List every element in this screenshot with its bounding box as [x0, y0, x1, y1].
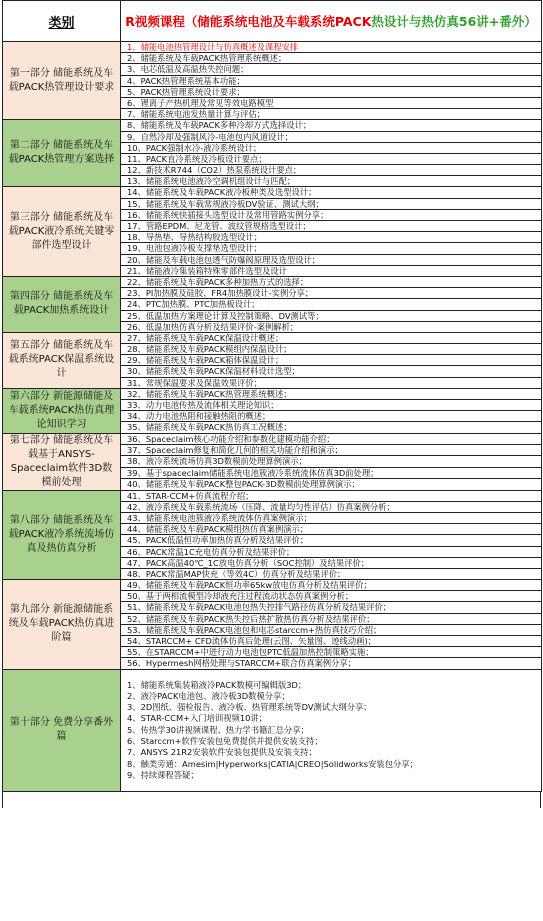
section-row [3, 490, 542, 580]
lesson-item: 16、储能系统快插接头选型设计及常用管路实例分享； [121, 210, 541, 221]
section-title: 第六部分 新能源储能及车载系统PACK热仿真理论知识学习 [3, 388, 121, 433]
section-row [3, 42, 542, 120]
lesson-item: 48、PACK常温MAP快充（等效4C）仿真分析及结果评价； [127, 568, 346, 579]
lesson-item: 50、基于两相流模型冷却液充注过程流动状态仿真案例分析； [121, 591, 541, 602]
lesson-item: 23、PI加热膜及硅胶、FR4加热膜设计-实例分享； [121, 288, 541, 299]
section-row [3, 187, 542, 277]
section-title: 第四部分 储能系统及车载PACK加热系统设计 [3, 276, 121, 332]
section-title: 第三部分 储能系统及车载PACK液冷系统关键零部件选型设计 [3, 187, 121, 277]
lesson-item: 54、STARCCM+ CFD流体仿真后处理(云图、矢量图、迹线动画)； [121, 636, 541, 647]
lesson-item: 4、PACK热管理系统基本功能； [121, 76, 541, 87]
course-title [121, 1, 542, 42]
lesson-item: 34、动力电池热阻和接触热阻的概述； [121, 411, 541, 422]
lesson-item: 55、在STARCCM+中进行动力电池包PTC低温加热控制策略实施； [121, 647, 541, 658]
lesson-item: 30、储能系统及车载PACK保温材料设计选型； [121, 366, 541, 377]
lesson-item: 3、2D图纸、强检报告、液冷板、热管理系统等DV测试大纲分享； [127, 702, 372, 713]
lesson-item: 41、STAR-CCM+仿真流程介绍； [121, 491, 541, 502]
lesson-item: 44、储能系统及车载PACK模组热仿真案例演示； [121, 524, 541, 535]
lesson-item: 39、基于spaceclaim储能系统电池簇液冷系统流体仿真3D前处理； [121, 468, 541, 479]
lesson-item: 20、储能及车载电池包透气防爆阀原理及选型设计； [121, 255, 541, 266]
lesson-item: 46、PACK常温1C充电仿真分析及结果评价； [121, 547, 541, 558]
section-items [121, 669, 542, 792]
lesson-item: 40、储能系统及车载PACK整包PACK-3D数模前处理算例演示； [127, 478, 360, 489]
lesson-item: 2、储能系统及车载PACK热管理系统概述； [121, 53, 541, 64]
lesson-item: 38、液冷系统流场仿真3D数模前处理算例演示； [121, 456, 541, 467]
section-row [3, 276, 542, 332]
lesson-item: 4、STAR-CCM+入门培训视频10讲； [127, 713, 267, 724]
lesson-item: 13、储能系统电池液冷空调机组设计与匹配； [127, 176, 296, 187]
section-items [121, 42, 542, 120]
lesson-item: 21、储能液冷集装箱特殊零部件选型及设计 [127, 265, 287, 276]
section-title: 第二部分 储能系统及车载PACK热管理方案选择 [3, 120, 121, 187]
lesson-item: 47、PACK高温40℃_1C放电仿真分析（SOC控制）及结果评价； [121, 558, 541, 569]
section-items [121, 276, 542, 332]
lesson-item: 5、PACK热管理系统设计要求； [121, 87, 541, 98]
section-row [3, 580, 542, 670]
lesson-item: 45、PACK低温恒功率加热仿真分析及结果评价； [121, 535, 541, 546]
course-table [2, 0, 542, 792]
section-items [121, 490, 542, 580]
lesson-item: 7、ANSYS 21R2安装软件安装包提供及安装支持； [127, 747, 317, 758]
section-row [3, 332, 542, 388]
lesson-item: 35、储能系统及车载PACK热仿真工况概述； [127, 422, 292, 433]
lesson-item: 32、储能系统及车载PACK热管理系统概述； [121, 389, 541, 400]
lesson-item: 56、Hypermesh网格处理与STARCCM+联合仿真案例分享； [127, 658, 356, 669]
section-title: 第五部分 储能系统及车载系统PACK保温系统设计 [3, 332, 121, 388]
section-items [121, 580, 542, 670]
lesson-item: 11、PACK直冷系统及冷板设计要点； [121, 154, 541, 165]
lesson-item: 9、自然冷却及强制风冷-电池包内风道设计； [121, 132, 541, 143]
lesson-item: 12、新技术R744（CO2）热泵系统设计要点； [121, 165, 541, 176]
lesson-item: 51、储能系统及车载PACK电池包热失控排气路径仿真分析及结果评价； [121, 602, 541, 613]
lesson-item: 53、储能系统及车载PACK电池包和电芯starccm+热仿真技巧介绍； [121, 625, 541, 636]
section-items [121, 332, 542, 388]
section-items [121, 433, 542, 490]
lesson-item: 1、储能电池热管理设计与仿真概述及课程安排 [121, 42, 541, 53]
lesson-item: 3、电芯低温及高温热失控问题； [121, 64, 541, 75]
section-title: 第十部分 免费分享番外篇 [3, 669, 121, 792]
lesson-item: 7、储能系统电池发热量计算与评估； [127, 109, 266, 120]
lesson-item: 52、储能系统及车载PACK热失控后热扩散热仿真分析及结果评价； [121, 614, 541, 625]
course-title-green: 热设计与热仿真56讲+番外） [371, 13, 537, 29]
section-title: 第一部分 储能系统及车载PACK热管理设计要求 [3, 42, 121, 120]
lesson-item: 25、低温加热方案理论计算及控制策略、DV测试等； [121, 311, 541, 322]
section-title: 第八部分 储能系统及车载PACK液冷系统流场仿真及热仿真分析 [3, 490, 121, 580]
lesson-item: 15、储能系统及车载常规液冷板DV验证、测试大纲； [121, 199, 541, 210]
section-title: 第九部分 新能源储能系统及车载PACK热仿真进阶篇 [3, 580, 121, 670]
lesson-item: 5、传热学30讲视频课程、热力学书籍汇总分享； [127, 724, 309, 735]
section-items [121, 120, 542, 187]
section-title: 第七部分 储能系统及车载基于ANSYS-Spaceclaim软件3D数模前处理 [3, 433, 121, 490]
lesson-item: 26、低温加热仿真分析及结果评价-案例解析； [127, 321, 299, 332]
lesson-item: 8、储能系统及车载PACK多种冷却方式选择设计； [121, 120, 541, 131]
lesson-item: 33、动力电池传热及流体相关理论知识； [121, 400, 541, 411]
lesson-item: 14、储能系统及车载PACK液冷板种类及选型设计； [121, 187, 541, 198]
lesson-item: 2、液冷PACK电池包、液冷板3D数模分享； [127, 690, 290, 701]
lesson-item: 10、PACK强制水冷-液冷系统设计； [121, 143, 541, 154]
lesson-item: 29、储能系统及车载PACK箱体保温设计； [121, 355, 541, 366]
lesson-item: 19、电池包液冷板支撑垫选型设计； [121, 243, 541, 254]
lesson-item: 37、Spaceclaim修复和简化几何的相关功能介绍和演示； [121, 445, 541, 456]
sections-body [3, 42, 542, 792]
lesson-item: 6、锂离子产热机理及常见等效电路模型 [121, 98, 541, 109]
lesson-item: 9、持续课程答疑； [127, 769, 199, 780]
section-items [121, 187, 542, 277]
section-row [3, 669, 542, 792]
section-row [3, 433, 542, 490]
lesson-item: 8、触类旁通：Amesim|Hyperworks|CATIA|CREO|Solidworks安装包分享； [127, 758, 418, 769]
section-items [121, 388, 542, 433]
lesson-item: 24、PTC加热膜、PTC加热板设计； [121, 299, 541, 310]
section-row [3, 388, 542, 433]
category-header: 类别 [3, 1, 121, 42]
lesson-item: 22、储能系统及车载PACK多种加热方式的选择； [121, 277, 541, 288]
lesson-item: 18、导热垫、导热结构胶选型设计； [121, 232, 541, 243]
lesson-item: 6、Starccm+软件安装包免费提供并提供安装支持； [127, 736, 323, 747]
lesson-item: 36、Spaceclaim核心功能介绍和参数化建模功能介绍； [121, 434, 541, 445]
lesson-item: 49、储能系统及车载PACK恒功率65kw放电仿真分析及结果评价； [121, 580, 541, 591]
lesson-item: 42、液冷系统及车载系统流场（压降、流量均匀性评估）仿真案例分析； [121, 502, 541, 513]
course-title-red: R视频课程（储能系统电池及车载系统PACK [125, 13, 372, 29]
lesson-item: 1、储能系统集装箱液冷PACK数模可编辑版3D； [127, 679, 307, 690]
section-row [3, 120, 542, 187]
table-bottom [2, 792, 541, 808]
lesson-item: 27、储能系统及车载PACK保温设计概述； [121, 333, 541, 344]
header-row [3, 1, 542, 42]
lesson-item: 31、常规保温要求及保温效果评价； [127, 377, 263, 388]
lesson-item: 43、储能系统电池簇液冷系统流体仿真案例演示； [121, 513, 541, 524]
lesson-item: 28、储能系统及车载PACK模组内保温设计； [121, 344, 541, 355]
lesson-item: 17、管路EPDM、尼龙管、波纹管规格选型设计； [121, 221, 541, 232]
